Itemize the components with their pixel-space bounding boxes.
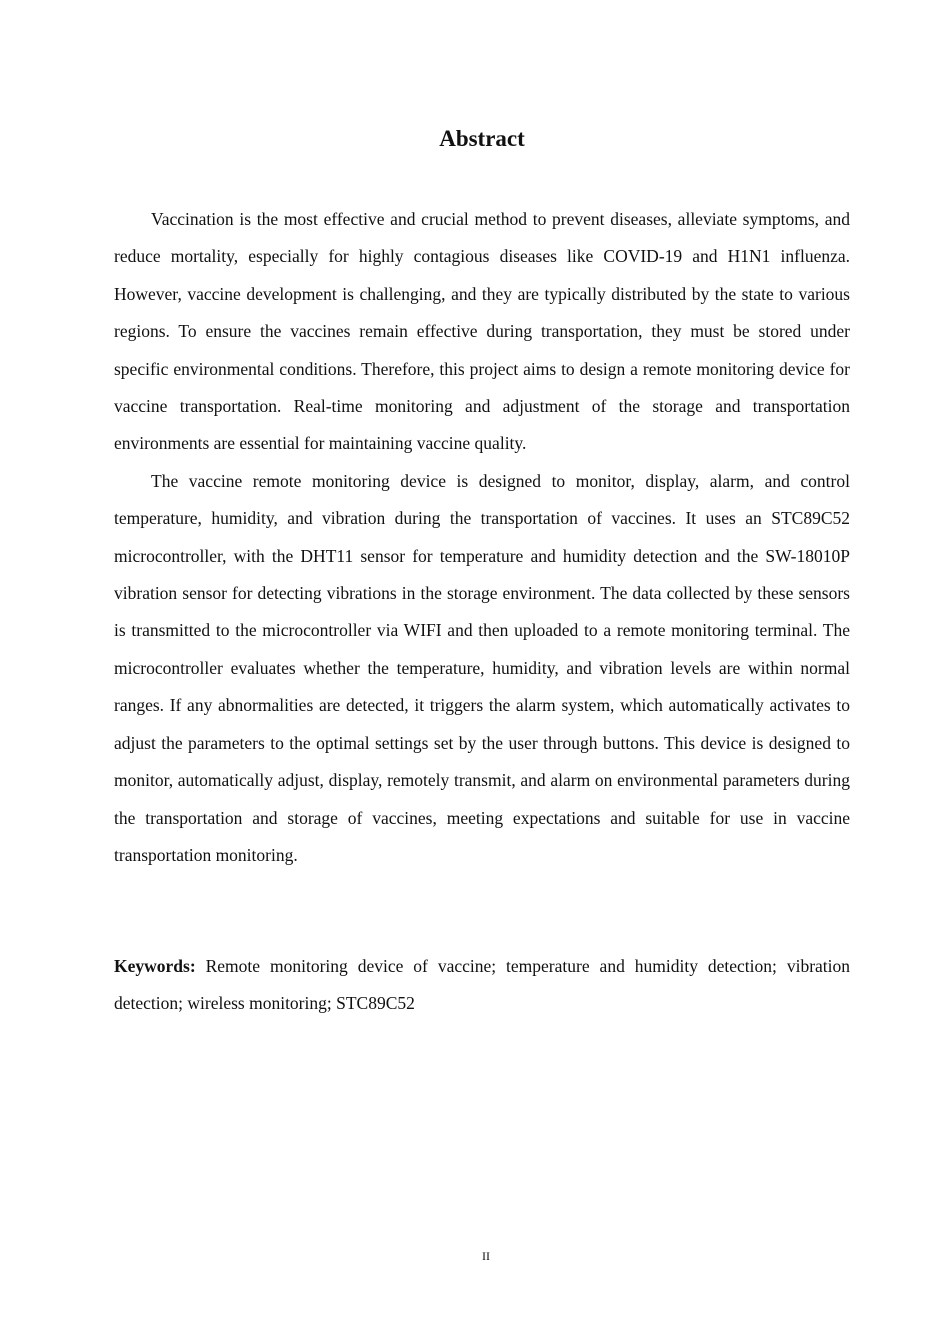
keywords-text: Remote monitoring device of vaccine; temperature and humidity detection; vibration detection; wireless monitoring; STC89C52: [114, 956, 851, 1014]
page-number: II: [482, 1249, 490, 1263]
page-title: Abstract: [439, 126, 525, 151]
keywords-line: [114, 948, 850, 1023]
abstract-paragraph-1: Vaccination is the most effective and crucial method to prevent diseases, alleviate symptoms, and reduce mortality, especially for highly contagious diseases like COVID-19 and H1N1 influenza. However, vaccine development is challenging, and they are typically distributed by the state to various regions. To ensure the vaccines remain effective during transportation, they must be stored under specific environmental conditions. Therefore, this project aims to design a remote monitoring device for vaccine transportation. Real-time monitoring and adjustment of the storage and transportation environments are essential for maintaining vaccine quality.: [114, 209, 850, 454]
abstract-body: [114, 201, 850, 874]
abstract-paragraph-2: The vaccine remote monitoring device is designed to monitor, display, alarm, and control temperature, humidity, and vibration during the transportation of vaccines. It uses an STC89C52 microcontroller, with the DHT11 sensor for temperature and humidity detection and the SW-18010P vibration sensor for detecting vibrations in the storage environment. The data collected by these sensors is transmitted to the microcontroller via WIFI and then uploaded to a remote monitoring terminal. The microcontroller evaluates whether the temperature, humidity, and vibration levels are within normal ranges. If any abnormalities are detected, it triggers the alarm system, which automatically activates to adjust the parameters to the optimal settings set by the user through buttons. This device is designed to monitor, automatically adjust, display, remotely transmit, and alarm on environmental parameters during the transportation and storage of vaccines, meeting expectations and suitable for use in vaccine transportation monitoring.: [114, 470, 850, 865]
keywords-spacer: [196, 956, 206, 976]
keywords-label: Keywords:: [114, 956, 196, 976]
